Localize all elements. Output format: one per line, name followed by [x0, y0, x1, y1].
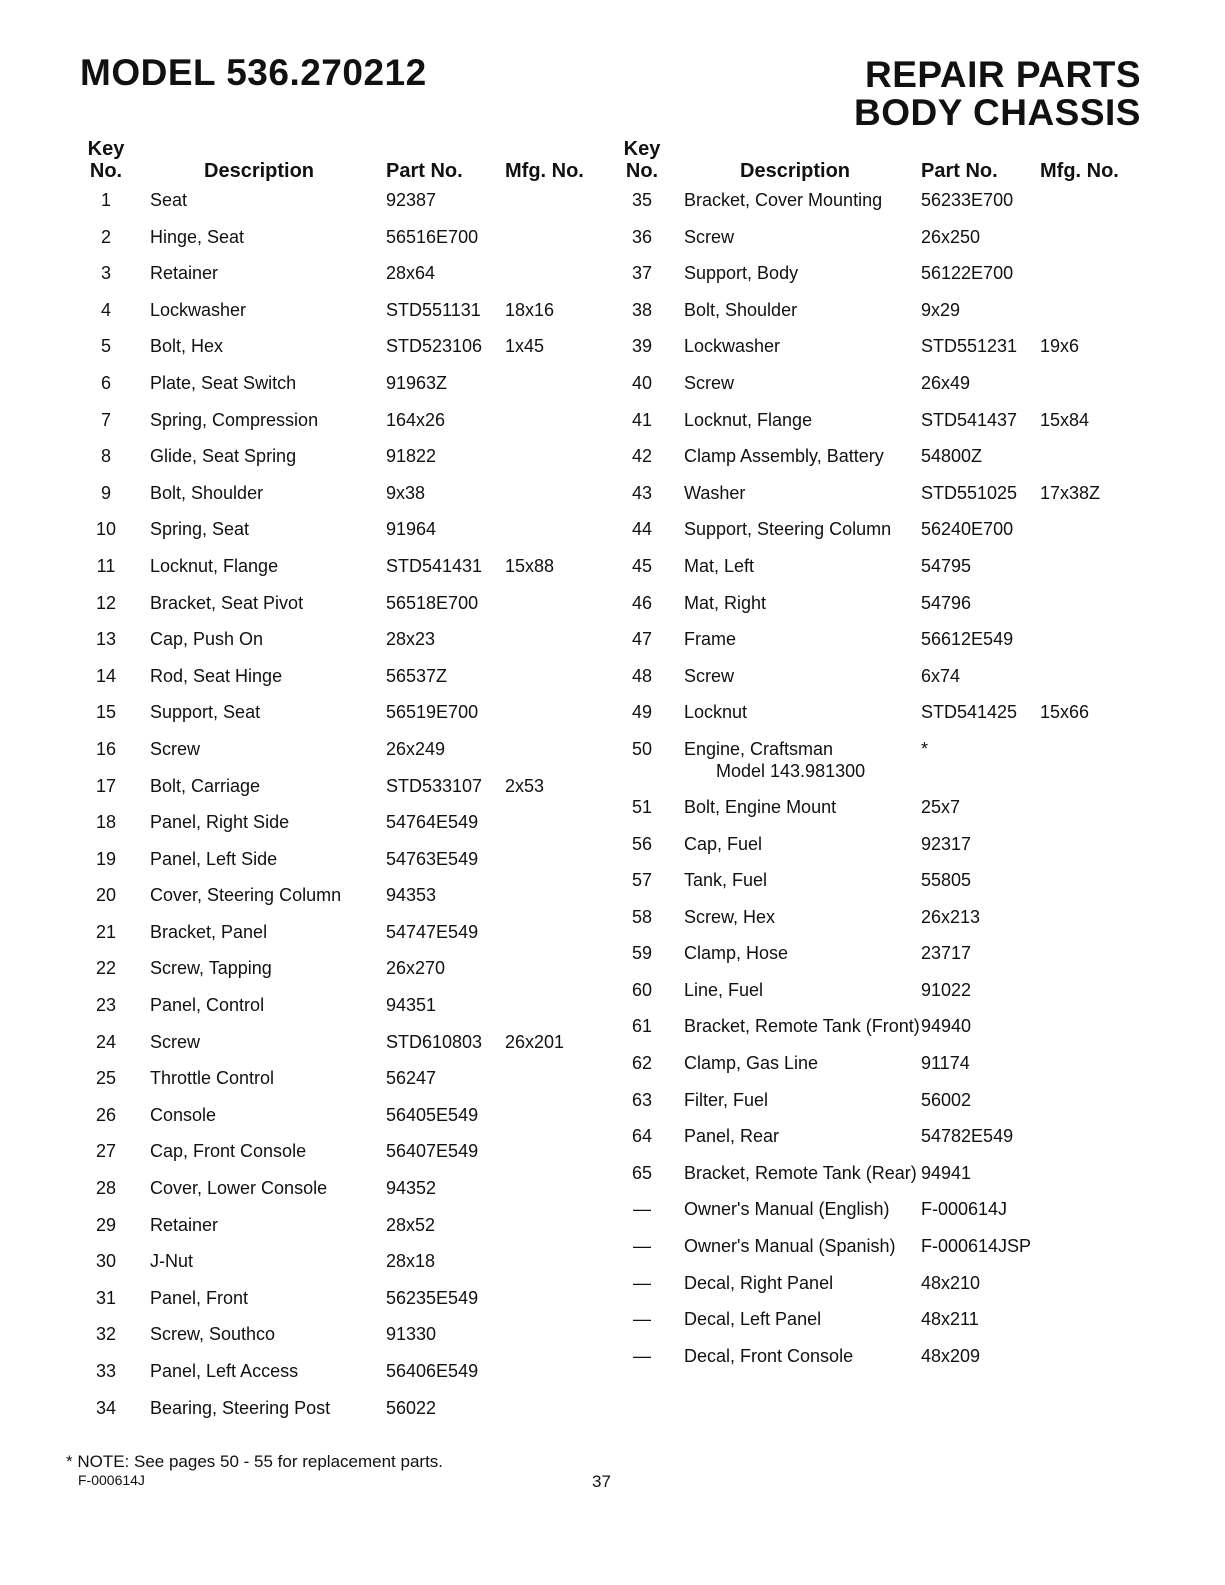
part-row — [78, 519, 598, 556]
part-row — [614, 666, 1154, 703]
part-row — [78, 556, 598, 593]
part-description: Locknut, Flange — [150, 555, 279, 576]
part-number: 91022 — [921, 979, 972, 1000]
part-description: Bolt, Hex — [150, 336, 224, 357]
part-row — [78, 1251, 598, 1288]
mfg-number: 15x84 — [1040, 409, 1090, 430]
part-number: 54764E549 — [386, 812, 479, 833]
part-row — [614, 1309, 1154, 1346]
part-number: 54782E549 — [921, 1126, 1014, 1147]
part-number: 54796 — [921, 592, 972, 613]
key-number: 6 — [100, 372, 111, 393]
part-description: J-Nut — [150, 1251, 194, 1272]
part-row — [78, 1288, 598, 1325]
mfg-number: 18x16 — [505, 299, 555, 320]
part-number: STD551131 — [386, 299, 481, 320]
part-description: Bolt, Engine Mount — [684, 796, 837, 817]
part-description: Cover, Steering Column — [150, 885, 342, 906]
key-number: 62 — [631, 1053, 653, 1074]
part-number: STD551025 — [921, 482, 1018, 503]
part-description: Decal, Right Panel — [684, 1272, 834, 1293]
part-row — [78, 263, 598, 300]
part-description: Screw — [684, 372, 735, 393]
part-row — [614, 834, 1154, 871]
part-description: Panel, Right Side — [150, 812, 290, 833]
key-number: 11 — [96, 555, 116, 576]
parts-column-right — [614, 138, 1154, 1382]
part-row — [614, 483, 1154, 520]
part-row — [78, 190, 598, 227]
key-number: 45 — [631, 555, 653, 576]
part-number: 91963Z — [386, 372, 448, 393]
part-description: Filter, Fuel — [684, 1089, 769, 1110]
part-row — [614, 629, 1154, 666]
part-row — [78, 1361, 598, 1398]
part-description: Engine, Craftsman — [684, 738, 834, 759]
part-number: 56235E549 — [386, 1287, 479, 1308]
part-description: Cover, Lower Console — [150, 1178, 328, 1199]
part-number: 56537Z — [386, 665, 448, 686]
key-number: 9 — [100, 482, 111, 503]
part-number: 23717 — [921, 943, 972, 964]
part-number: 94353 — [386, 885, 437, 906]
key-number: 32 — [95, 1324, 117, 1345]
part-row — [614, 593, 1154, 630]
part-description: Support, Body — [684, 263, 799, 284]
part-description: Rod, Seat Hinge — [150, 665, 283, 686]
part-row — [78, 995, 598, 1032]
part-description-sub: Model 143.981300 — [716, 760, 866, 781]
part-description: Panel, Control — [150, 995, 265, 1016]
part-number: 28x64 — [386, 263, 436, 284]
part-description: Panel, Front — [150, 1287, 249, 1308]
key-number: 37 — [631, 263, 653, 284]
mfg-number: 2x53 — [505, 775, 545, 796]
part-description: Owner's Manual (English) — [684, 1199, 890, 1220]
key-number: — — [633, 1199, 651, 1220]
mfg-number: 15x88 — [505, 555, 555, 576]
part-description: Bracket, Cover Mounting — [684, 190, 883, 210]
key-number: 24 — [95, 1031, 117, 1052]
key-number: 20 — [95, 885, 117, 906]
part-row — [614, 1273, 1154, 1310]
part-description: Seat — [150, 190, 188, 210]
mfg-number: 19x6 — [1040, 336, 1080, 357]
part-number: 26x249 — [386, 738, 446, 759]
part-row — [614, 263, 1154, 300]
part-description: Throttle Control — [150, 1068, 275, 1089]
part-description: Frame — [684, 629, 737, 650]
part-row — [78, 1141, 598, 1178]
description-header: Description — [204, 160, 315, 182]
part-description: Cap, Fuel — [684, 833, 763, 854]
part-row — [614, 519, 1154, 556]
part-number: 164x26 — [386, 409, 446, 430]
key-number: 46 — [631, 592, 653, 613]
part-number: 9x29 — [921, 299, 961, 320]
part-number: 91822 — [386, 446, 437, 467]
key-number: 4 — [100, 299, 111, 320]
part-number: 91174 — [921, 1053, 970, 1074]
key-number: — — [633, 1309, 651, 1330]
part-row — [614, 870, 1154, 907]
part-description: Hinge, Seat — [150, 226, 245, 247]
part-row — [78, 483, 598, 520]
key-header-line1: Key — [623, 138, 661, 160]
part-row — [614, 556, 1154, 593]
key-number: 41 — [631, 409, 653, 430]
key-number: 21 — [95, 921, 117, 942]
part-number: 56405E549 — [386, 1104, 479, 1125]
key-number: 48 — [631, 665, 653, 686]
part-number: 25x7 — [921, 796, 961, 817]
part-number: 56240E700 — [921, 519, 1014, 540]
part-description: Locknut, Flange — [684, 409, 813, 430]
part-description: Screw, Tapping — [150, 958, 272, 979]
part-description: Cap, Front Console — [150, 1141, 307, 1162]
mfg-number: 1x45 — [505, 336, 545, 357]
part-row — [78, 1398, 598, 1435]
part-row — [614, 1346, 1154, 1383]
part-number: 28x52 — [386, 1214, 436, 1235]
part-number: F-000614J — [921, 1199, 1008, 1220]
part-number: 54747E549 — [386, 921, 479, 942]
part-description: Retainer — [150, 263, 219, 284]
part-row — [614, 739, 1154, 797]
part-description: Support, Steering Column — [684, 519, 892, 540]
part-description: Mat, Left — [684, 555, 755, 576]
part-number: 56233E700 — [921, 190, 1014, 210]
key-number: 49 — [631, 702, 653, 723]
part-row — [614, 1126, 1154, 1163]
key-number: 13 — [95, 629, 117, 650]
part-row — [78, 812, 598, 849]
part-row — [614, 1163, 1154, 1200]
document-number: F-000614J — [78, 1472, 145, 1488]
key-number: 38 — [631, 299, 653, 320]
mfg-number: 26x201 — [505, 1031, 565, 1052]
part-description: Screw — [150, 738, 201, 759]
key-number: 40 — [631, 372, 653, 393]
part-description: Panel, Left Side — [150, 848, 278, 869]
part-number: 54763E549 — [386, 848, 479, 869]
part-row — [78, 410, 598, 447]
part-description: Bracket, Panel — [150, 921, 268, 942]
key-number: 30 — [95, 1251, 117, 1272]
key-number: 39 — [631, 336, 653, 357]
key-number: 34 — [95, 1397, 117, 1418]
part-number: 26x213 — [921, 906, 981, 927]
part-row — [78, 1178, 598, 1215]
part-description: Bracket, Remote Tank (Rear) — [684, 1162, 917, 1183]
key-number: 15 — [95, 702, 117, 723]
part-description: Line, Fuel — [684, 979, 764, 1000]
key-number: 5 — [100, 336, 111, 357]
part-row — [78, 300, 598, 337]
part-row — [78, 1032, 598, 1069]
part-number: STD541431 — [386, 555, 483, 576]
part-number: 56516E700 — [386, 226, 479, 247]
part-row — [78, 446, 598, 483]
key-number: 27 — [95, 1141, 117, 1162]
part-row — [78, 227, 598, 264]
part-number: 92317 — [921, 833, 972, 854]
part-description: Screw — [684, 665, 735, 686]
part-row — [614, 373, 1154, 410]
part-number: 56407E549 — [386, 1141, 479, 1162]
part-row — [614, 1199, 1154, 1236]
part-number: 26x49 — [921, 372, 971, 393]
part-description: Locknut — [684, 702, 748, 723]
part-number: 94940 — [921, 1016, 972, 1037]
mfg-no-header: Mfg. No. — [505, 160, 584, 182]
part-description: Glide, Seat Spring — [150, 446, 297, 467]
section-title — [854, 56, 1141, 132]
key-number: 25 — [95, 1068, 117, 1089]
key-number: 60 — [631, 979, 653, 1000]
part-row — [78, 593, 598, 630]
part-description: Console — [150, 1104, 217, 1125]
part-row — [78, 849, 598, 886]
key-number: 42 — [631, 446, 653, 467]
key-number: 47 — [631, 629, 653, 650]
page-number: 37 — [592, 1472, 611, 1491]
key-header-line1: Key — [87, 138, 125, 160]
part-description: Owner's Manual (Spanish) — [684, 1236, 896, 1257]
parts-list-left — [78, 190, 598, 1434]
part-description: Bracket, Seat Pivot — [150, 592, 304, 613]
footnote: * NOTE: See pages 50 - 55 for replacement parts. — [66, 1452, 444, 1471]
part-no-header: Part No. — [921, 160, 998, 182]
part-description: Screw, Southco — [150, 1324, 276, 1345]
part-row — [614, 1236, 1154, 1273]
part-number: * — [921, 738, 929, 759]
column-header — [614, 138, 1154, 190]
mfg-no-header: Mfg. No. — [1040, 160, 1119, 182]
key-header-line2: No. — [89, 160, 123, 182]
key-number: 61 — [631, 1016, 653, 1037]
part-number: 56612E549 — [921, 629, 1014, 650]
part-description: Bolt, Shoulder — [150, 482, 264, 503]
key-number: 14 — [95, 665, 117, 686]
part-description: Screw — [684, 226, 735, 247]
part-description: Clamp Assembly, Battery — [684, 446, 884, 467]
key-number: 8 — [100, 446, 111, 467]
part-description: Support, Seat — [150, 702, 261, 723]
part-row — [78, 1215, 598, 1252]
column-header — [78, 138, 598, 190]
key-number: 57 — [631, 870, 653, 891]
parts-column-left — [78, 138, 598, 1434]
key-number: 64 — [631, 1126, 653, 1147]
key-number: 16 — [95, 738, 117, 759]
part-description: Screw — [150, 1031, 201, 1052]
key-number: 10 — [95, 519, 117, 540]
part-row — [78, 666, 598, 703]
part-row — [78, 1324, 598, 1361]
part-number: 48x209 — [921, 1345, 981, 1366]
part-row — [78, 922, 598, 959]
part-description: Retainer — [150, 1214, 219, 1235]
part-number: 48x211 — [921, 1309, 979, 1330]
part-number: STD610803 — [386, 1031, 483, 1052]
key-number: 58 — [631, 906, 653, 927]
part-number: 94351 — [386, 995, 437, 1016]
part-number: 56002 — [921, 1089, 972, 1110]
part-row — [78, 739, 598, 776]
key-number: 1 — [100, 190, 111, 210]
part-description: Plate, Seat Switch — [150, 372, 297, 393]
part-description: Spring, Compression — [150, 409, 319, 430]
part-description: Decal, Left Panel — [684, 1309, 822, 1330]
key-number: 35 — [631, 190, 653, 210]
part-number: STD533107 — [386, 775, 483, 796]
part-row — [78, 1068, 598, 1105]
part-description: Screw, Hex — [684, 906, 776, 927]
key-number: 33 — [95, 1361, 117, 1381]
part-number: 56518E700 — [386, 592, 479, 613]
part-number: 91330 — [386, 1324, 437, 1345]
key-number: 51 — [631, 796, 653, 817]
key-number: 43 — [631, 482, 653, 503]
part-row — [78, 702, 598, 739]
part-number: 55805 — [921, 870, 972, 891]
part-number: 54800Z — [921, 446, 983, 467]
key-number: 65 — [631, 1162, 653, 1183]
part-row — [78, 373, 598, 410]
part-row — [78, 776, 598, 813]
part-row — [614, 1053, 1154, 1090]
part-number: 6x74 — [921, 665, 961, 686]
key-number: 3 — [100, 263, 111, 284]
part-number: 94941 — [921, 1162, 972, 1183]
part-no-header: Part No. — [386, 160, 463, 182]
key-number: 28 — [95, 1178, 117, 1199]
part-row — [78, 629, 598, 666]
part-row — [78, 336, 598, 373]
part-number: STD541425 — [921, 702, 1018, 723]
key-number: 17 — [95, 775, 117, 796]
part-number: 54795 — [921, 555, 972, 576]
key-number: 59 — [631, 943, 653, 964]
part-row — [614, 446, 1154, 483]
part-number: 56406E549 — [386, 1361, 479, 1381]
key-number: 56 — [631, 833, 653, 854]
model-title: MODEL 536.270212 — [80, 52, 427, 93]
part-description: Bearing, Steering Post — [150, 1397, 331, 1418]
part-description: Clamp, Gas Line — [684, 1053, 819, 1074]
part-number: 9x38 — [386, 482, 426, 503]
part-number: 56022 — [386, 1397, 437, 1418]
part-number: 92387 — [386, 190, 437, 210]
part-number: 28x23 — [386, 629, 436, 650]
part-description: Mat, Right — [684, 592, 767, 613]
part-number: 94352 — [386, 1178, 437, 1199]
part-description: Washer — [684, 482, 746, 503]
key-number: 2 — [100, 226, 111, 247]
part-row — [614, 943, 1154, 980]
part-row — [78, 885, 598, 922]
key-number: 23 — [95, 995, 117, 1016]
part-row — [614, 410, 1154, 447]
key-number: 18 — [95, 812, 117, 833]
part-description: Tank, Fuel — [684, 870, 768, 891]
key-number: 7 — [100, 409, 111, 430]
key-number: 50 — [631, 738, 653, 759]
part-row — [614, 300, 1154, 337]
part-number: 56122E700 — [921, 263, 1014, 284]
key-number: — — [633, 1236, 651, 1257]
key-number: 44 — [631, 519, 653, 540]
part-description: Bolt, Shoulder — [684, 299, 798, 320]
part-number: 91964 — [386, 519, 437, 540]
key-header-line2: No. — [625, 160, 659, 182]
part-description: Lockwasher — [150, 299, 247, 320]
part-description: Lockwasher — [684, 336, 781, 357]
part-description: Clamp, Hose — [684, 943, 789, 964]
part-row — [614, 227, 1154, 264]
key-number: 36 — [631, 226, 653, 247]
part-number: 26x270 — [386, 958, 446, 979]
part-number: 56247 — [386, 1068, 437, 1089]
part-row — [614, 1090, 1154, 1127]
part-number: 28x18 — [386, 1251, 436, 1272]
key-number: — — [633, 1272, 651, 1293]
part-row — [614, 980, 1154, 1017]
key-number: 31 — [95, 1287, 117, 1308]
description-header: Description — [740, 160, 851, 182]
key-number: 29 — [95, 1214, 117, 1235]
part-number: F-000614JSP — [921, 1236, 1032, 1257]
key-number: 63 — [631, 1089, 653, 1110]
part-number: STD551231 — [921, 336, 1018, 357]
section-title-line1: REPAIR PARTS — [865, 54, 1141, 95]
part-row — [614, 702, 1154, 739]
key-number: 12 — [95, 592, 117, 613]
part-number: 48x210 — [921, 1272, 981, 1293]
parts-list-right — [614, 190, 1154, 1382]
part-number: 26x250 — [921, 226, 981, 247]
key-number: 19 — [95, 848, 117, 869]
part-row — [614, 336, 1154, 373]
part-description: Bolt, Carriage — [150, 775, 261, 796]
part-row — [78, 958, 598, 995]
part-row — [614, 907, 1154, 944]
part-description: Spring, Seat — [150, 519, 250, 540]
part-row — [614, 797, 1154, 834]
part-number: 56519E700 — [386, 702, 479, 723]
part-row — [78, 1105, 598, 1142]
part-number: STD523106 — [386, 336, 483, 357]
part-row — [614, 190, 1154, 227]
part-description: Panel, Left Access — [150, 1361, 299, 1381]
part-description: Cap, Push On — [150, 629, 264, 650]
part-description: Bracket, Remote Tank (Front) — [684, 1016, 920, 1037]
part-description: Panel, Rear — [684, 1126, 780, 1147]
mfg-number: 17x38Z — [1040, 482, 1101, 503]
key-number: 26 — [95, 1104, 117, 1125]
mfg-number: 15x66 — [1040, 702, 1090, 723]
section-title-line2: BODY CHASSIS — [854, 92, 1141, 133]
part-row — [614, 1016, 1154, 1053]
key-number: — — [633, 1345, 651, 1366]
part-description: Decal, Front Console — [684, 1345, 854, 1366]
key-number: 22 — [95, 958, 117, 979]
part-number: STD541437 — [921, 409, 1018, 430]
